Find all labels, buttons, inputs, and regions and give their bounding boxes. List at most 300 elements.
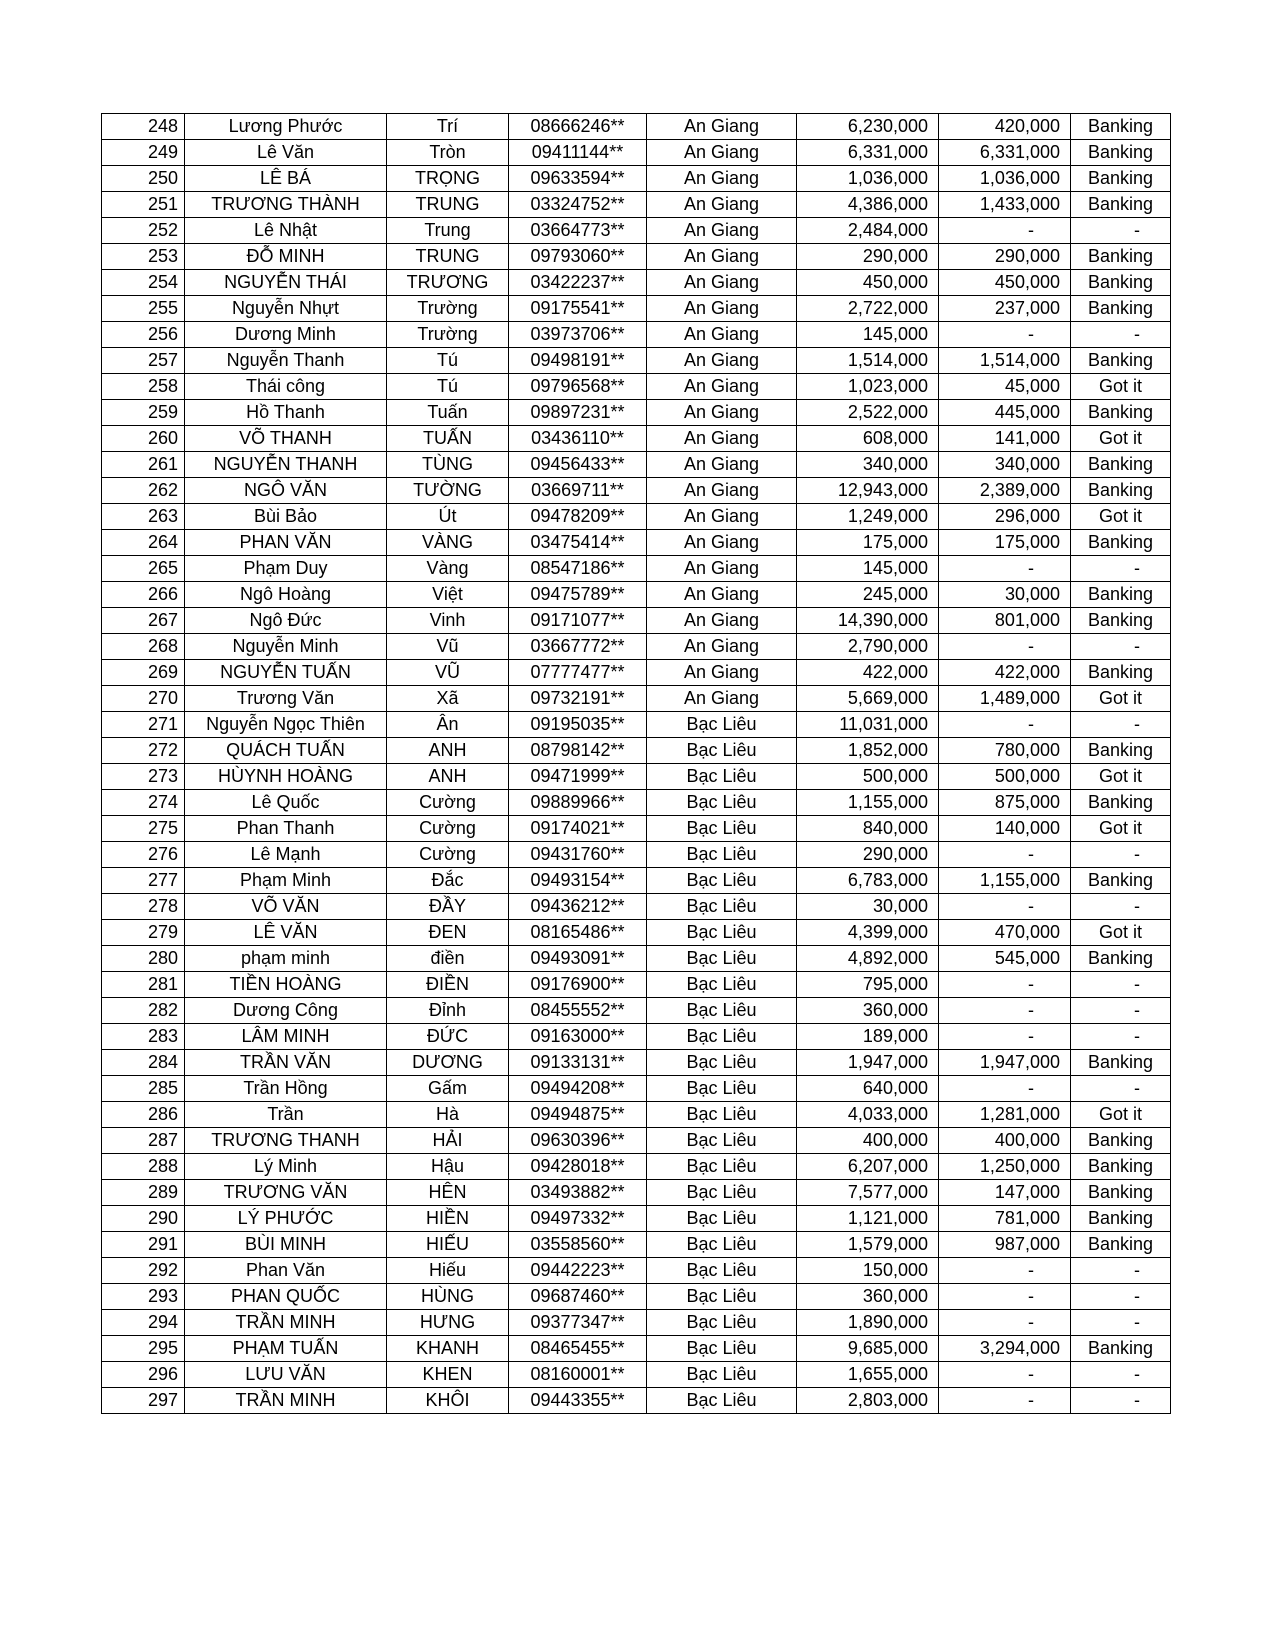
first-name-cell: HÙNG [387,1284,509,1310]
first-name-cell: Cường [387,790,509,816]
table-row [102,868,1171,894]
first-name-cell: ĐEN [387,920,509,946]
table-row [102,1128,1171,1154]
total-amount-cell: 189,000 [797,1024,939,1050]
last-middle-name-cell: VÕ THANH [185,426,387,452]
row-number-cell: 296 [102,1362,185,1388]
table-row [102,296,1171,322]
total-amount-cell: 14,390,000 [797,608,939,634]
total-amount-cell: 795,000 [797,972,939,998]
total-amount-cell: 1,947,000 [797,1050,939,1076]
last-middle-name-cell: TIỀN HOÀNG [185,972,387,998]
paid-amount-cell: 237,000 [939,296,1071,322]
paid-amount-cell: 422,000 [939,660,1071,686]
row-number-cell: 266 [102,582,185,608]
last-middle-name-cell: Lê Văn [185,140,387,166]
first-name-cell: Đắc [387,868,509,894]
row-number-cell: 248 [102,114,185,140]
row-number-cell: 257 [102,348,185,374]
phone-number-cell: 03669711** [509,478,647,504]
row-number-cell: 263 [102,504,185,530]
phone-number-cell: 03324752** [509,192,647,218]
paid-amount-cell: 2,389,000 [939,478,1071,504]
total-amount-cell: 2,484,000 [797,218,939,244]
province-cell: Bạc Liêu [647,712,797,738]
phone-number-cell: 09630396** [509,1128,647,1154]
last-middle-name-cell: Phan Thanh [185,816,387,842]
paid-amount-cell: 987,000 [939,1232,1071,1258]
phone-number-cell: 09793060** [509,244,647,270]
table-row [102,816,1171,842]
data-table-container [101,113,1170,1414]
paid-amount-cell: 801,000 [939,608,1071,634]
last-middle-name-cell: TRẦN MINH [185,1388,387,1414]
paid-amount-cell: 141,000 [939,426,1071,452]
paid-amount-cell: - [939,894,1071,920]
table-row [102,686,1171,712]
first-name-cell: TRỌNG [387,166,509,192]
phone-number-cell: 09171077** [509,608,647,634]
row-number-cell: 267 [102,608,185,634]
payment-method-cell: Banking [1071,400,1171,426]
phone-number-cell: 08160001** [509,1362,647,1388]
table-row [102,1050,1171,1076]
last-middle-name-cell: LÝ PHƯỚC [185,1206,387,1232]
paid-amount-cell: 290,000 [939,244,1071,270]
total-amount-cell: 1,121,000 [797,1206,939,1232]
last-middle-name-cell: NGUYỄN THANH [185,452,387,478]
first-name-cell: TRUNG [387,244,509,270]
row-number-cell: 277 [102,868,185,894]
payment-method-cell: Banking [1071,660,1171,686]
table-row [102,1258,1171,1284]
total-amount-cell: 4,386,000 [797,192,939,218]
row-number-cell: 287 [102,1128,185,1154]
row-number-cell: 255 [102,296,185,322]
first-name-cell: KHANH [387,1336,509,1362]
paid-amount-cell: 1,155,000 [939,868,1071,894]
province-cell: Bạc Liêu [647,738,797,764]
first-name-cell: Tuấn [387,400,509,426]
total-amount-cell: 640,000 [797,1076,939,1102]
table-row [102,998,1171,1024]
province-cell: An Giang [647,244,797,270]
last-middle-name-cell: VÕ VĂN [185,894,387,920]
total-amount-cell: 2,803,000 [797,1388,939,1414]
province-cell: Bạc Liêu [647,1206,797,1232]
paid-amount-cell: 545,000 [939,946,1071,972]
row-number-cell: 269 [102,660,185,686]
table-row [102,946,1171,972]
province-cell: Bạc Liêu [647,1050,797,1076]
province-cell: An Giang [647,452,797,478]
phone-number-cell: 03558560** [509,1232,647,1258]
phone-number-cell: 09133131** [509,1050,647,1076]
last-middle-name-cell: PHAN VĂN [185,530,387,556]
payment-method-cell: - [1071,556,1171,582]
last-middle-name-cell: LÊ VĂN [185,920,387,946]
province-cell: Bạc Liêu [647,816,797,842]
last-middle-name-cell: Nguyễn Thanh [185,348,387,374]
phone-number-cell: 09471999** [509,764,647,790]
first-name-cell: điền [387,946,509,972]
phone-number-cell: 09497332** [509,1206,647,1232]
paid-amount-cell: 1,514,000 [939,348,1071,374]
table-row [102,660,1171,686]
table-row [102,1206,1171,1232]
row-number-cell: 276 [102,842,185,868]
paid-amount-cell: 780,000 [939,738,1071,764]
first-name-cell: Tú [387,374,509,400]
payment-method-cell: - [1071,998,1171,1024]
first-name-cell: HÊN [387,1180,509,1206]
phone-number-cell: 09163000** [509,1024,647,1050]
paid-amount-cell: 1,489,000 [939,686,1071,712]
table-row [102,1102,1171,1128]
table-row [102,1232,1171,1258]
row-number-cell: 295 [102,1336,185,1362]
province-cell: An Giang [647,400,797,426]
phone-number-cell: 09897231** [509,400,647,426]
paid-amount-cell: - [939,1076,1071,1102]
table-row [102,1284,1171,1310]
phone-number-cell: 03422237** [509,270,647,296]
table-row [102,634,1171,660]
province-cell: Bạc Liêu [647,1336,797,1362]
province-cell: An Giang [647,374,797,400]
total-amount-cell: 12,943,000 [797,478,939,504]
province-cell: An Giang [647,608,797,634]
payment-method-cell: Banking [1071,582,1171,608]
last-middle-name-cell: BÙI MINH [185,1232,387,1258]
phone-number-cell: 08455552** [509,998,647,1024]
phone-number-cell: 09175541** [509,296,647,322]
paid-amount-cell: - [939,1024,1071,1050]
last-middle-name-cell: Trần [185,1102,387,1128]
paid-amount-cell: 340,000 [939,452,1071,478]
row-number-cell: 271 [102,712,185,738]
paid-amount-cell: - [939,1310,1071,1336]
phone-number-cell: 09174021** [509,816,647,842]
province-cell: An Giang [647,322,797,348]
first-name-cell: KHÔI [387,1388,509,1414]
total-amount-cell: 450,000 [797,270,939,296]
row-number-cell: 258 [102,374,185,400]
last-middle-name-cell: NGUYỄN TUẤN [185,660,387,686]
total-amount-cell: 1,890,000 [797,1310,939,1336]
last-middle-name-cell: Nguyễn Ngọc Thiên [185,712,387,738]
phone-number-cell: 09633594** [509,166,647,192]
paid-amount-cell: 3,294,000 [939,1336,1071,1362]
payment-method-cell: - [1071,1258,1171,1284]
payment-method-cell: Banking [1071,452,1171,478]
phone-number-cell: 09493154** [509,868,647,894]
phone-number-cell: 09442223** [509,1258,647,1284]
payment-method-cell: Banking [1071,1128,1171,1154]
total-amount-cell: 2,522,000 [797,400,939,426]
payment-method-cell: Banking [1071,244,1171,270]
row-number-cell: 289 [102,1180,185,1206]
total-amount-cell: 1,036,000 [797,166,939,192]
phone-number-cell: 09377347** [509,1310,647,1336]
table-body [102,114,1171,1414]
paid-amount-cell: 147,000 [939,1180,1071,1206]
last-middle-name-cell: Ngô Hoàng [185,582,387,608]
phone-number-cell: 08165486** [509,920,647,946]
table-row [102,894,1171,920]
last-middle-name-cell: Lương Phước [185,114,387,140]
paid-amount-cell: 1,433,000 [939,192,1071,218]
first-name-cell: Vàng [387,556,509,582]
table-row [102,322,1171,348]
paid-amount-cell: - [939,1388,1071,1414]
payment-method-cell: Got it [1071,920,1171,946]
row-number-cell: 282 [102,998,185,1024]
total-amount-cell: 4,892,000 [797,946,939,972]
last-middle-name-cell: TRƯƠNG VĂN [185,1180,387,1206]
table-row [102,140,1171,166]
total-amount-cell: 6,783,000 [797,868,939,894]
table-row [102,270,1171,296]
first-name-cell: TƯỜNG [387,478,509,504]
total-amount-cell: 6,207,000 [797,1154,939,1180]
table-row [102,1336,1171,1362]
row-number-cell: 250 [102,166,185,192]
last-middle-name-cell: Thái công [185,374,387,400]
row-number-cell: 273 [102,764,185,790]
row-number-cell: 288 [102,1154,185,1180]
table-row [102,1362,1171,1388]
province-cell: An Giang [647,296,797,322]
paid-amount-cell: 175,000 [939,530,1071,556]
phone-number-cell: 08465455** [509,1336,647,1362]
phone-number-cell: 09176900** [509,972,647,998]
last-middle-name-cell: Phan Văn [185,1258,387,1284]
first-name-cell: Gấm [387,1076,509,1102]
phone-number-cell: 09475789** [509,582,647,608]
payment-method-cell: Got it [1071,374,1171,400]
paid-amount-cell: 45,000 [939,374,1071,400]
row-number-cell: 292 [102,1258,185,1284]
payment-method-cell: Banking [1071,192,1171,218]
first-name-cell: Trường [387,322,509,348]
total-amount-cell: 608,000 [797,426,939,452]
paid-amount-cell: 30,000 [939,582,1071,608]
first-name-cell: Tròn [387,140,509,166]
total-amount-cell: 840,000 [797,816,939,842]
phone-number-cell: 08798142** [509,738,647,764]
first-name-cell: ANH [387,764,509,790]
phone-number-cell: 09493091** [509,946,647,972]
table-row [102,556,1171,582]
phone-number-cell: 03436110** [509,426,647,452]
first-name-cell: Việt [387,582,509,608]
phone-number-cell: 09687460** [509,1284,647,1310]
phone-number-cell: 03973706** [509,322,647,348]
total-amount-cell: 422,000 [797,660,939,686]
province-cell: Bạc Liêu [647,946,797,972]
table-row [102,1076,1171,1102]
payment-method-cell: Banking [1071,608,1171,634]
payment-method-cell: Banking [1071,1232,1171,1258]
province-cell: An Giang [647,114,797,140]
payment-method-cell: - [1071,972,1171,998]
total-amount-cell: 340,000 [797,452,939,478]
province-cell: Bạc Liêu [647,1388,797,1414]
row-number-cell: 286 [102,1102,185,1128]
total-amount-cell: 7,577,000 [797,1180,939,1206]
paid-amount-cell: 1,947,000 [939,1050,1071,1076]
payment-method-cell: Banking [1071,270,1171,296]
total-amount-cell: 6,331,000 [797,140,939,166]
province-cell: An Giang [647,660,797,686]
last-middle-name-cell: Trương Văn [185,686,387,712]
province-cell: An Giang [647,166,797,192]
payment-method-cell: Got it [1071,426,1171,452]
paid-amount-cell: 470,000 [939,920,1071,946]
payment-method-cell: - [1071,218,1171,244]
province-cell: Bạc Liêu [647,790,797,816]
first-name-cell: Cường [387,816,509,842]
first-name-cell: Vinh [387,608,509,634]
paid-amount-cell: 445,000 [939,400,1071,426]
row-number-cell: 262 [102,478,185,504]
phone-number-cell: 09796568** [509,374,647,400]
row-number-cell: 285 [102,1076,185,1102]
first-name-cell: HẢI [387,1128,509,1154]
table-row [102,1180,1171,1206]
table-row [102,374,1171,400]
last-middle-name-cell: Dương Công [185,998,387,1024]
phone-number-cell: 09431760** [509,842,647,868]
last-middle-name-cell: Nguyễn Minh [185,634,387,660]
table-row [102,738,1171,764]
first-name-cell: Vũ [387,634,509,660]
payment-method-cell: Banking [1071,348,1171,374]
province-cell: An Giang [647,478,797,504]
table-row [102,1388,1171,1414]
table-row [102,1024,1171,1050]
total-amount-cell: 11,031,000 [797,712,939,738]
total-amount-cell: 1,579,000 [797,1232,939,1258]
payment-method-cell: - [1071,634,1171,660]
row-number-cell: 253 [102,244,185,270]
row-number-cell: 252 [102,218,185,244]
last-middle-name-cell: TRƯƠNG THANH [185,1128,387,1154]
phone-number-cell: 08547186** [509,556,647,582]
province-cell: An Giang [647,218,797,244]
total-amount-cell: 1,155,000 [797,790,939,816]
row-number-cell: 294 [102,1310,185,1336]
total-amount-cell: 145,000 [797,322,939,348]
total-amount-cell: 360,000 [797,998,939,1024]
province-cell: Bạc Liêu [647,894,797,920]
first-name-cell: Út [387,504,509,530]
province-cell: Bạc Liêu [647,1180,797,1206]
paid-amount-cell: - [939,972,1071,998]
last-middle-name-cell: Trần Hồng [185,1076,387,1102]
total-amount-cell: 290,000 [797,244,939,270]
payment-method-cell: Banking [1071,1206,1171,1232]
last-middle-name-cell: Ngô Đức [185,608,387,634]
payment-method-cell: - [1071,1024,1171,1050]
paid-amount-cell: 450,000 [939,270,1071,296]
province-cell: Bạc Liêu [647,1258,797,1284]
last-middle-name-cell: LÂM MINH [185,1024,387,1050]
province-cell: Bạc Liêu [647,1154,797,1180]
paid-amount-cell: - [939,712,1071,738]
payment-method-cell: Banking [1071,1050,1171,1076]
payment-method-cell: - [1071,1388,1171,1414]
province-cell: An Giang [647,556,797,582]
province-cell: An Giang [647,270,797,296]
last-middle-name-cell: Dương Minh [185,322,387,348]
row-number-cell: 251 [102,192,185,218]
phone-number-cell: 09428018** [509,1154,647,1180]
paid-amount-cell: - [939,842,1071,868]
first-name-cell: KHEN [387,1362,509,1388]
paid-amount-cell: - [939,556,1071,582]
payment-method-cell: Got it [1071,504,1171,530]
paid-amount-cell: - [939,1284,1071,1310]
payment-method-cell: Banking [1071,530,1171,556]
table-row [102,400,1171,426]
phone-number-cell: 03664773** [509,218,647,244]
province-cell: An Giang [647,192,797,218]
data-table [101,113,1171,1414]
row-number-cell: 297 [102,1388,185,1414]
payment-method-cell: Banking [1071,140,1171,166]
phone-number-cell: 09498191** [509,348,647,374]
row-number-cell: 254 [102,270,185,296]
paid-amount-cell: 781,000 [939,1206,1071,1232]
total-amount-cell: 9,685,000 [797,1336,939,1362]
table-row [102,218,1171,244]
province-cell: Bạc Liêu [647,1128,797,1154]
paid-amount-cell: - [939,634,1071,660]
last-middle-name-cell: Lý Minh [185,1154,387,1180]
row-number-cell: 291 [102,1232,185,1258]
first-name-cell: ĐẦY [387,894,509,920]
first-name-cell: TRƯƠNG [387,270,509,296]
first-name-cell: Hà [387,1102,509,1128]
row-number-cell: 261 [102,452,185,478]
first-name-cell: VŨ [387,660,509,686]
row-number-cell: 259 [102,400,185,426]
table-row [102,192,1171,218]
total-amount-cell: 1,852,000 [797,738,939,764]
first-name-cell: HƯNG [387,1310,509,1336]
phone-number-cell: 09456433** [509,452,647,478]
province-cell: Bạc Liêu [647,1362,797,1388]
province-cell: Bạc Liêu [647,842,797,868]
last-middle-name-cell: ĐỖ MINH [185,244,387,270]
row-number-cell: 281 [102,972,185,998]
first-name-cell: ĐỨC [387,1024,509,1050]
first-name-cell: HIỀN [387,1206,509,1232]
total-amount-cell: 400,000 [797,1128,939,1154]
table-row [102,114,1171,140]
table-row [102,790,1171,816]
payment-method-cell: Banking [1071,478,1171,504]
last-middle-name-cell: QUÁCH TUẤN [185,738,387,764]
province-cell: Bạc Liêu [647,868,797,894]
table-row [102,582,1171,608]
province-cell: An Giang [647,686,797,712]
last-middle-name-cell: Hồ Thanh [185,400,387,426]
phone-number-cell: 09732191** [509,686,647,712]
first-name-cell: Trung [387,218,509,244]
